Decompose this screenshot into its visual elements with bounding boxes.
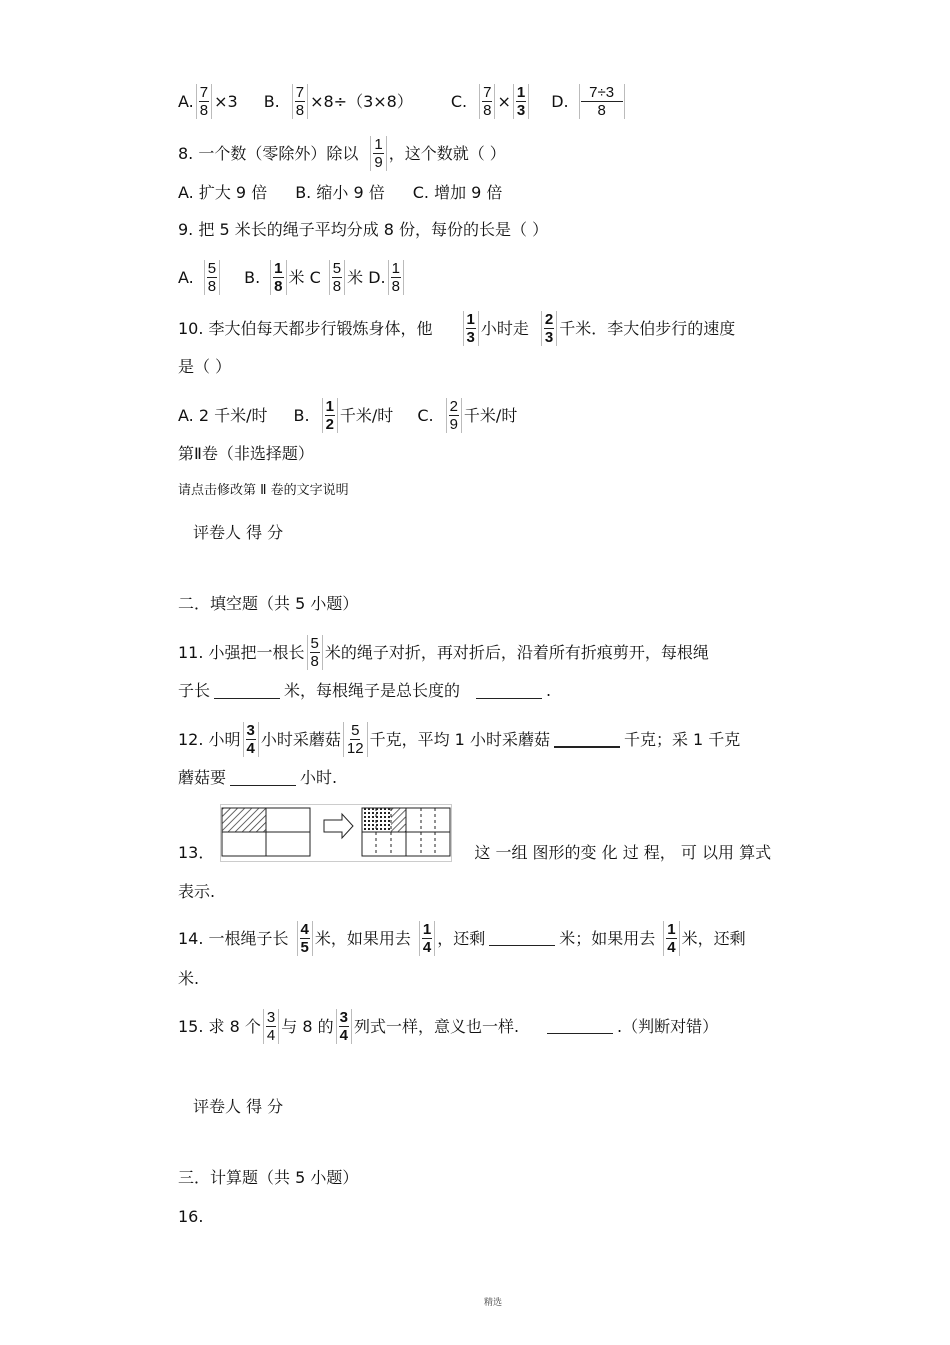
fraction: $\frac{7}{8}$ bbox=[479, 84, 495, 119]
fraction: $\frac{1}{4}$ bbox=[419, 921, 435, 956]
q13-stem: 13． 这 一组 图形的变 化 过 程， 可 以用 算式 bbox=[178, 843, 772, 862]
q9-options: A. $\frac{5}{8}$ B. $\frac{1}{8}$ 米 C $\frac{5}{8}$ 米 D. $\frac{1}{8}$ bbox=[178, 260, 406, 295]
fraction: $\frac{7\div 3}{8}$ bbox=[579, 84, 625, 119]
q10-line2: 是（ ） bbox=[178, 357, 232, 376]
q14-line2: 米. bbox=[178, 969, 200, 988]
q11-stem: 11. 小强把一根长 $\frac{5}{8}$ 米的绳子对折，再对折后，沿着所有折痕剪开，每根绳 bbox=[178, 635, 709, 670]
fraction: $\frac{5}{8}$ bbox=[204, 260, 220, 295]
fraction: $\frac{7}{8}$ bbox=[196, 84, 212, 119]
scorer-row: 评卷人 得 分 bbox=[193, 1097, 284, 1116]
section-title: 第Ⅱ卷（非选择题） bbox=[178, 444, 314, 463]
fraction: $\frac{1}{4}$ bbox=[663, 921, 679, 956]
q14-stem: 14. 一根绳子长 $\frac{4}{5}$ 米，如果用去 $\frac{1}{4}$ ，还剩 米；如果用去 $\frac{1}{4}$ 米，还剩 bbox=[178, 921, 746, 956]
fraction: $\frac{1}{2}$ bbox=[322, 398, 338, 433]
fraction: $\frac{5}{8}$ bbox=[329, 260, 345, 295]
answer-blank[interactable] bbox=[214, 684, 280, 699]
answer-blank[interactable] bbox=[476, 684, 542, 699]
answer-blank[interactable] bbox=[489, 931, 555, 946]
section-heading: 三．计算题（共 5 小题） bbox=[178, 1168, 359, 1187]
q11-line2: 子长 米，每根绳子是总长度的 . bbox=[178, 681, 552, 700]
section-heading: 二．填空题（共 5 小题） bbox=[178, 594, 359, 613]
fraction: $\frac{4}{5}$ bbox=[297, 921, 313, 956]
answer-blank[interactable] bbox=[554, 732, 620, 748]
q16: 16. bbox=[178, 1207, 204, 1226]
q8-options: A. 扩大 9 倍 B. 缩小 9 倍 C. 增加 9 倍 bbox=[178, 183, 503, 202]
section-note: 请点击修改第 Ⅱ 卷的文字说明 bbox=[178, 483, 349, 498]
q10-options: A. 2 千米/时 B. $\frac{1}{2}$ 千米/时 C. $\frac{2}{9}$ 千米/时 bbox=[178, 398, 518, 433]
q7-options: A. $\frac{7}{8}$ ×3 B. $\frac{7}{8}$ ×8÷（3×8） C. $\frac{7}{8}$ × $\frac{1}{3}$ D. $\frac{7\div 3}{8}$ bbox=[178, 84, 627, 119]
fraction: $\frac{7}{8}$ bbox=[292, 84, 308, 119]
q10-stem: 10. 李大伯每天都步行锻炼身体，他 $\frac{1}{3}$ 小时走 $\frac{2}{3}$ 千米．李大伯步行的速度 bbox=[178, 311, 736, 346]
fraction: $\frac{3}{4}$ bbox=[336, 1009, 352, 1044]
fraction: $\frac{5}{8}$ bbox=[307, 635, 323, 670]
page-footer: 精选 bbox=[484, 1298, 503, 1308]
q9-stem: 9. 把 5 米长的绳子平均分成 8 份，每份的长是（ ） bbox=[178, 220, 549, 239]
answer-blank[interactable] bbox=[230, 771, 296, 786]
fraction: $\frac{2}{9}$ bbox=[446, 398, 462, 433]
fraction: $\frac{1}{9}$ bbox=[370, 136, 386, 171]
fraction: $\frac{2}{3}$ bbox=[541, 311, 557, 346]
fraction: $\frac{1}{8}$ bbox=[270, 260, 286, 295]
fraction: $\frac{5}{12}$ bbox=[343, 722, 368, 757]
q13-line2: 表示. bbox=[178, 882, 216, 901]
q12-line2: 蘑菇要 小时. bbox=[178, 768, 338, 787]
fraction: $\frac{1}{3}$ bbox=[513, 84, 529, 119]
fraction: $\frac{1}{8}$ bbox=[388, 260, 404, 295]
q12-stem: 12. 小明 $\frac{3}{4}$ 小时采蘑菇 $\frac{5}{12}$ 千克，平均 1 小时采蘑菇 千克；采 1 千克 bbox=[178, 722, 741, 757]
fraction: $\frac{3}{4}$ bbox=[263, 1009, 279, 1044]
q15-stem: 15. 求 8 个 $\frac{3}{4}$ 与 8 的 $\frac{3}{4}$ 列式一样，意义也一样. .（判断对错） bbox=[178, 1009, 719, 1044]
fraction: $\frac{1}{3}$ bbox=[463, 311, 479, 346]
scorer-row: 评卷人 得 分 bbox=[193, 523, 284, 542]
fraction: $\frac{3}{4}$ bbox=[243, 722, 259, 757]
q8-stem: 8. 一个数（零除外）除以 $\frac{1}{9}$ ，这个数就（ ） bbox=[178, 136, 506, 171]
answer-blank[interactable] bbox=[547, 1019, 613, 1034]
